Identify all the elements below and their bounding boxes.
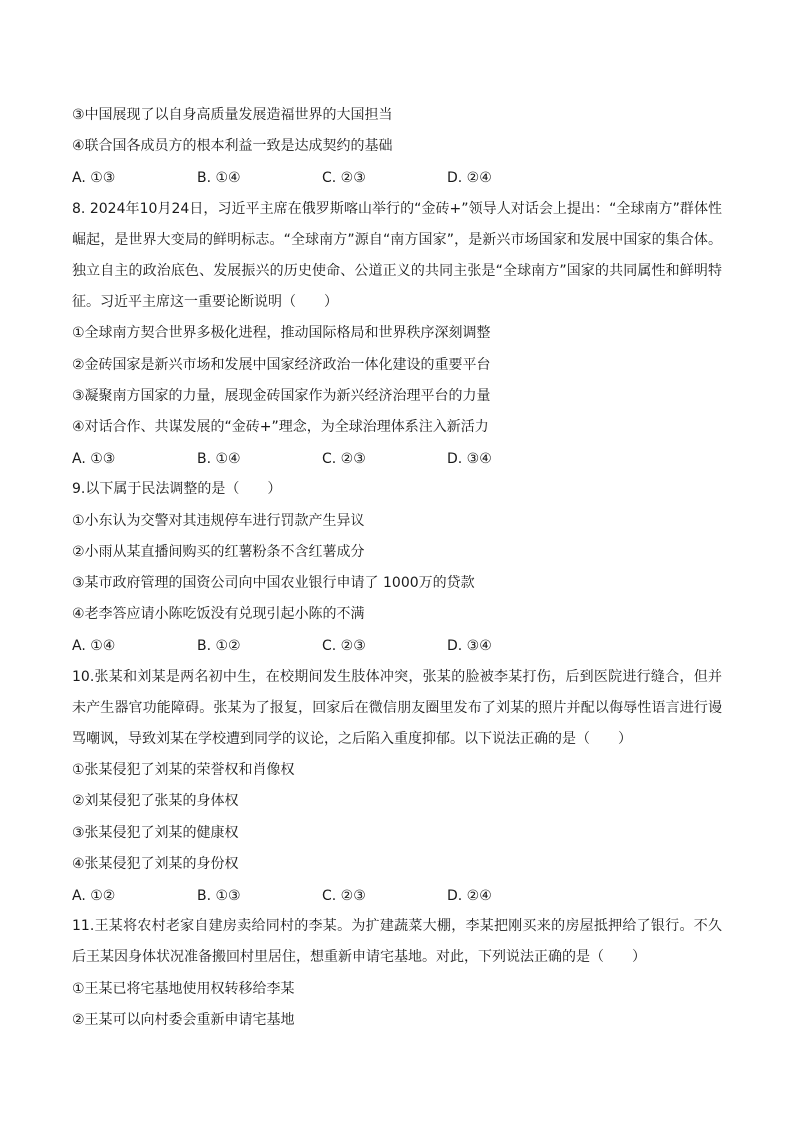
option-a: A. ①④: [72, 638, 116, 655]
answer-options: [72, 630, 722, 661]
option-b: B. ①②: [197, 638, 241, 655]
question-9: [72, 474, 722, 661]
statement-1: ①小东认为交警对其违规停车进行罚款产生异议: [72, 512, 365, 529]
statement-4: ④对话合作、共谋发展的“金砖+”理念，为全球治理体系注入新活力: [72, 419, 489, 436]
option-c: C. ②③: [322, 638, 366, 655]
statement-1: ①王某已将宅基地使用权转移给李某: [72, 980, 295, 997]
statement-4: ④老李答应请小陈吃饭没有兑现引起小陈的不满: [72, 606, 365, 623]
statement-4: ④联合国各成员方的根本利益一致是达成契约的基础: [72, 138, 393, 155]
option-b: B. ①④: [197, 450, 241, 467]
statement-3: ③张某侵犯了刘某的健康权: [72, 824, 239, 841]
option-c: C. ②③: [322, 887, 366, 904]
option-a: A. ①②: [72, 887, 116, 904]
option-d: D. ③④: [447, 638, 492, 655]
statement-3: ③某市政府管理的国资公司向中国农业银行申请了 1000万的贷款: [72, 575, 475, 592]
statement-1: ①张某侵犯了刘某的荣誉权和肖像权: [72, 762, 295, 779]
option-a: A. ①③: [72, 450, 116, 467]
question-stem: 8. 2024年10月24日，习近平主席在俄罗斯喀山举行的“金砖+”领导人对话会上提出：“全球南方”群体性崛起，是世界大变局的鲜明标志。“全球南方”源自“南方国家”，是新兴市场国家和发展中国家的集合体。独立自主的政治底色、发展振兴的历史使命、公道正义的共同主张是“全球南方”国家的共同属性和鲜明特征。习近平主席这一重要论断说明（ ）: [72, 200, 722, 311]
question-10: [72, 662, 722, 912]
statement-3: ③凝聚南方国家的力量，展现金砖国家作为新兴经济治理平台的力量: [72, 387, 491, 404]
question-stem: 9.以下属于民法调整的是（ ）: [72, 481, 282, 498]
option-d: D. ②④: [447, 170, 492, 186]
statement-2: ②金砖国家是新兴市场和发展中国家经济政治一体化建设的重要平台: [72, 356, 491, 373]
answer-options: [72, 162, 722, 193]
statement-1: ①全球南方契合世界多极化进程，推动国际格局和世界秩序深刻调整: [72, 325, 491, 342]
question-7: [72, 100, 722, 194]
statement-2: ②小雨从某直播间购买的红薯粉条不含红薯成分: [72, 543, 365, 560]
question-8: [72, 194, 722, 475]
option-a: A. ①③: [72, 170, 116, 186]
option-d: D. ②④: [447, 887, 492, 904]
answer-options: [72, 880, 722, 911]
option-b: B. ①④: [197, 170, 241, 186]
statement-4: ④张某侵犯了刘某的身份权: [72, 855, 239, 872]
question-11: [72, 911, 722, 1036]
option-c: C. ②③: [322, 170, 366, 186]
option-d: D. ③④: [447, 450, 492, 467]
statement-2: ②王某可以向村委会重新申请宅基地: [72, 1011, 295, 1028]
option-b: B. ①③: [197, 887, 241, 904]
statement-2: ②刘某侵犯了张某的身体权: [72, 793, 239, 810]
question-stem: 10.张某和刘某是两名初中生，在校期间发生肢体冲突，张某的脸被李某打伤，后到医院进行缝合，但并未产生器官功能障碍。张某为了报复，回家后在微信朋友圈里发布了刘某的照片并配以侮辱性语言进行谩骂嘲讽，导致刘某在学校遭到同学的议论，之后陷入重度抑郁。以下说法正确的是（ ）: [72, 668, 722, 748]
statement-3: ③中国展现了以自身高质量发展造福世界的大国担当: [72, 107, 393, 123]
answer-options: [72, 443, 722, 474]
question-stem: 11.王某将农村老家自建房卖给同村的李某。为扩建蔬菜大棚，李某把刚买来的房屋抵押给了银行。不久后王某因身体状况准备搬回村里居住，想重新申请宅基地。对此，下列说法正确的是（ ）: [72, 918, 722, 966]
option-c: C. ②③: [322, 450, 366, 467]
exam-page: [72, 100, 722, 1036]
